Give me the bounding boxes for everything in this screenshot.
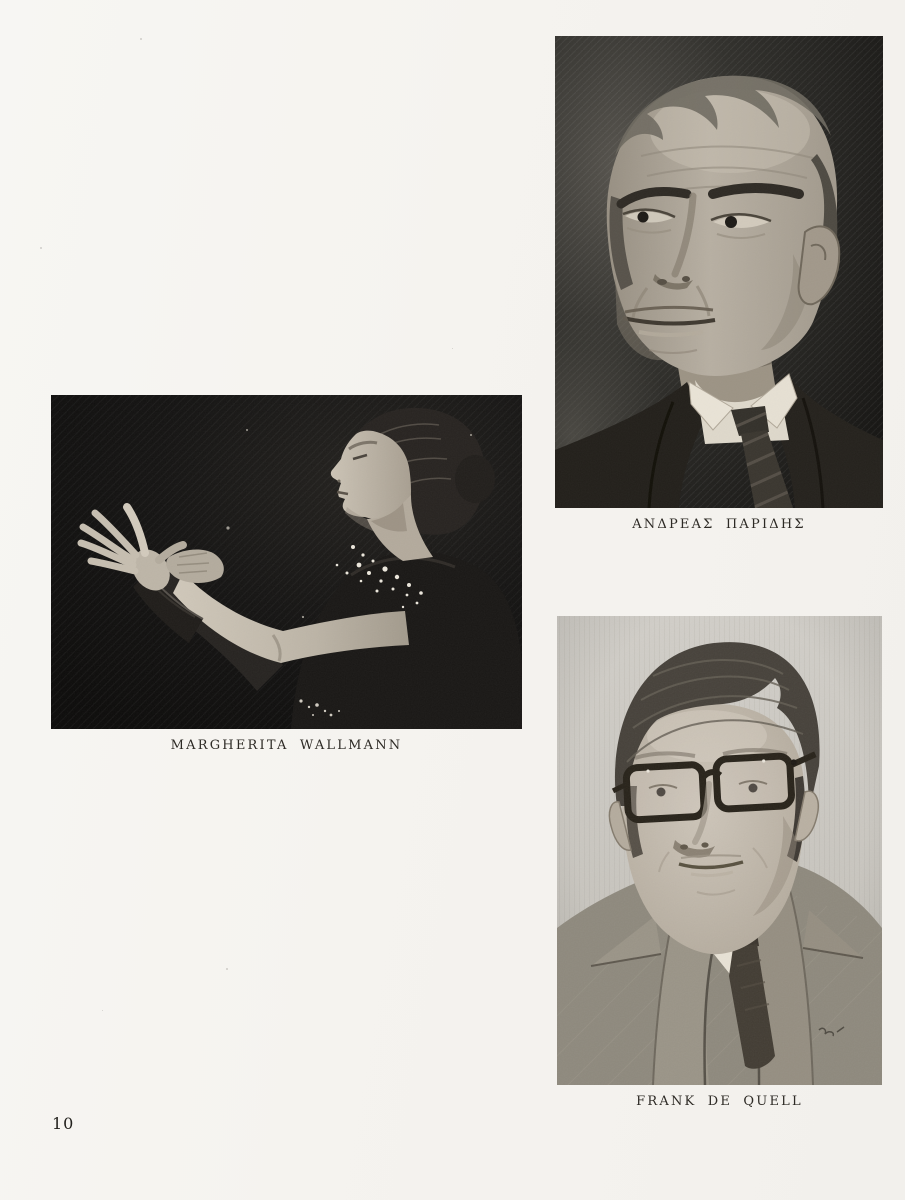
photo-andreas-paridis (555, 36, 883, 508)
page-number: 10 (52, 1114, 75, 1133)
figure-margherita-wallmann (51, 395, 522, 753)
photo-margherita-wallmann (51, 395, 522, 729)
photo-frank-de-quell (557, 616, 882, 1085)
dust-speck (452, 348, 453, 349)
dust-speck (226, 968, 228, 970)
dust-speck (102, 1010, 103, 1011)
caption-frank-de-quell: FRANK DE QUELL (636, 1094, 803, 1109)
dust-speck (140, 38, 142, 40)
caption-andreas-paridis: ΑΝΔΡΕΑΣ ΠΑΡΙΔΗΣ (632, 517, 806, 532)
dust-speck (40, 247, 42, 249)
figure-andreas-paridis (555, 36, 883, 532)
caption-margherita-wallmann: MARGHERITA WALLMANN (170, 738, 403, 753)
figure-frank-de-quell (557, 616, 882, 1109)
